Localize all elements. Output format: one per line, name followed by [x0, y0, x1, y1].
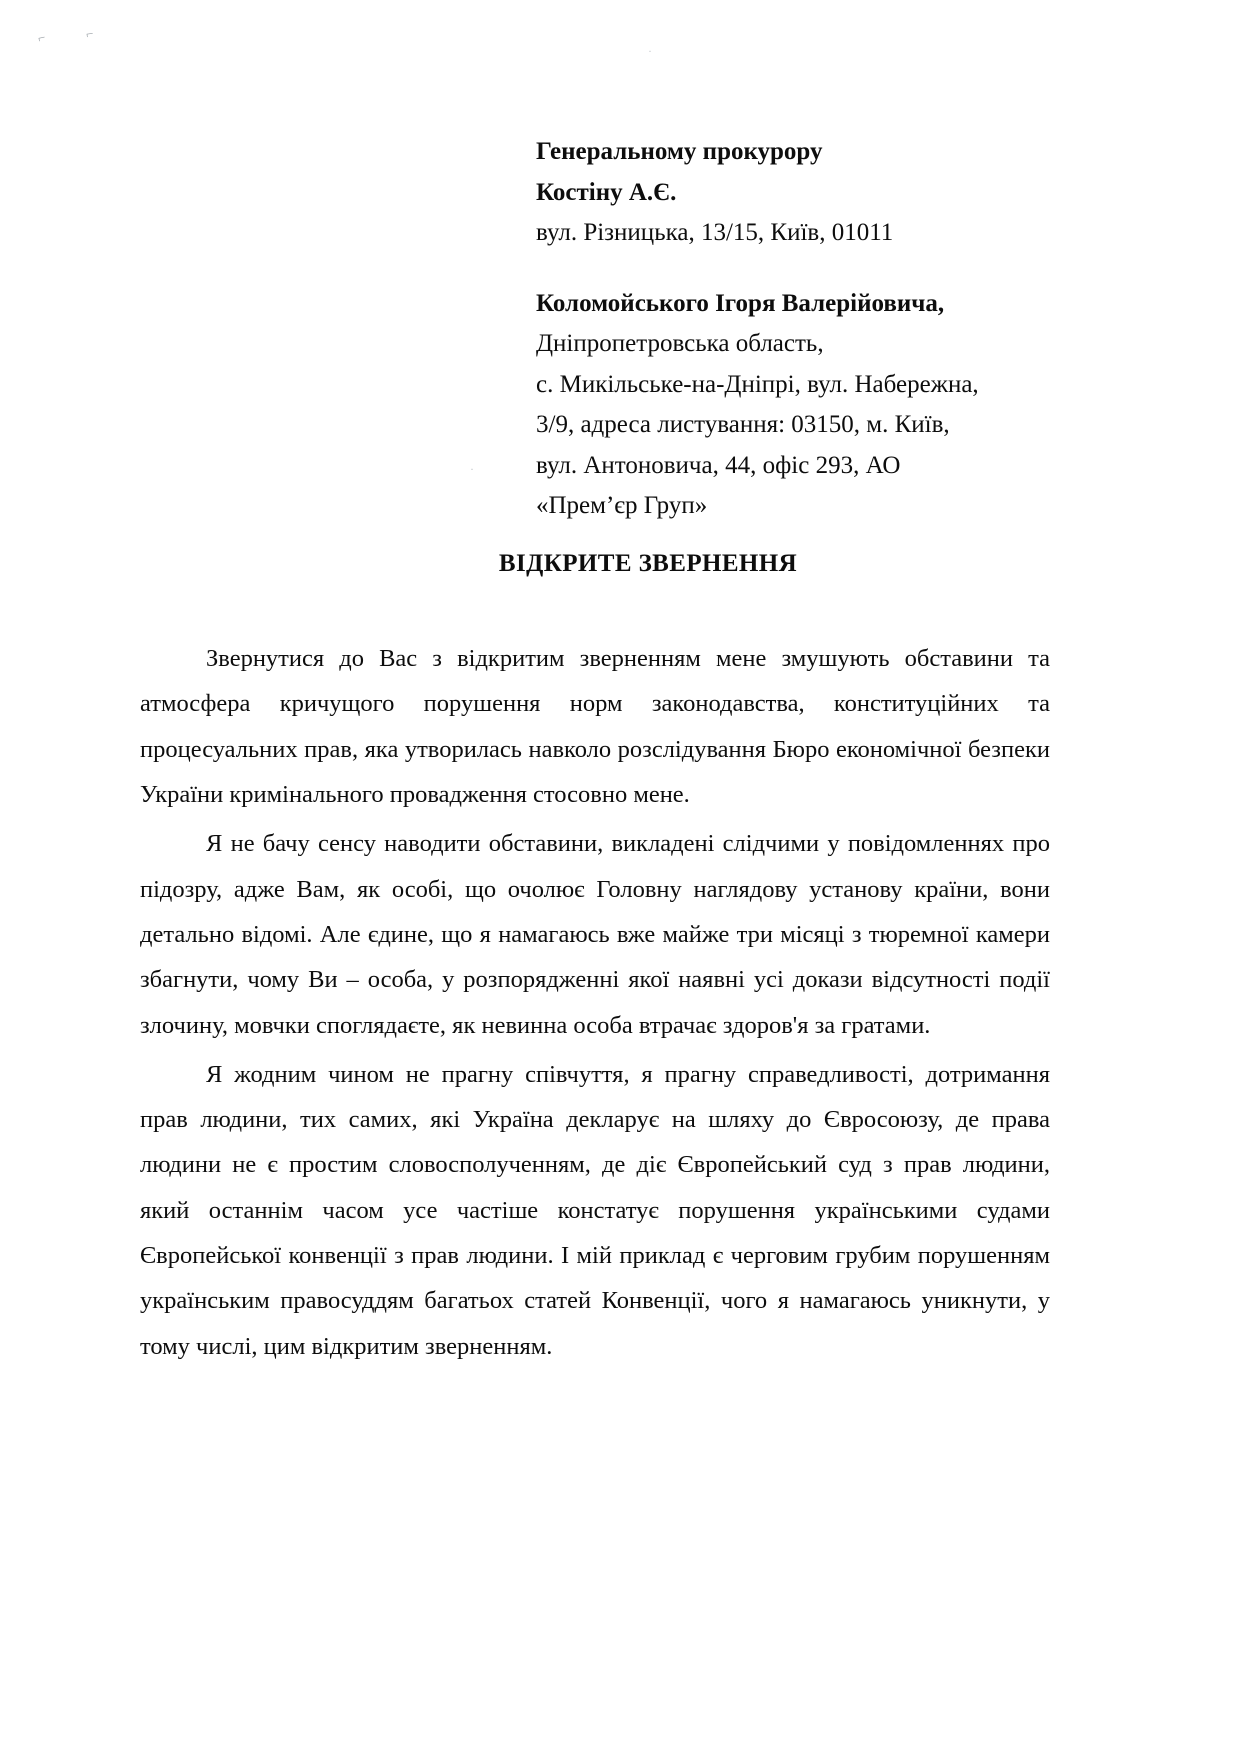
addressee-block	[536, 132, 1096, 527]
sender-address-line: с. Микільське-на-Дніпрі, вул. Набережна,	[536, 370, 979, 398]
recipient-address: вул. Різницька, 13/15, Київ, 01011	[536, 219, 894, 246]
sender-address-line: «Прем’єр Груп»	[536, 492, 708, 519]
document-body	[140, 636, 1050, 1373]
recipient-name: Костіну А.Є.	[536, 178, 677, 206]
body-paragraph: Звернутися до Вас з відкритим зверненням мене змушують обставини та атмосфера кричущого порушення норм законодавства, конституційних та процесуальних прав, яка утворилась навколо розслідування Бюро економічної безпеки України кримінального провадження стосовно мене.	[140, 645, 1050, 808]
sender-name: Коломойського Ігоря Валерійовича,	[536, 289, 945, 317]
addressee-spacer	[536, 254, 1096, 284]
body-paragraph: Я не бачу сенсу наводити обставини, викладені слідчими у повідомленнях про підозру, адже Вам, як особі, що очолює Головну наглядову установу країни, вони детально відомі. Але єдине, що я намагаюсь вже майже три місяці з тюремної камери збагнути, чому Ви – особа, у розпорядженні якої наявні усі докази відсутності події злочину, мовчки споглядаєте, як невинна особа втрачає здоров'я за гратами.	[140, 830, 1050, 1039]
scan-artifact-icon: ·	[648, 44, 652, 58]
scan-artifact-icon: ⌐	[36, 29, 47, 46]
sender-address-line: Дніпропетровська область,	[536, 330, 824, 357]
body-paragraph: Я жодним чином не прагну співчуття, я прагну справедливості, дотримання прав людини, тих самих, які Україна декларує на шляху до Євросоюзу, де права людини не є простим словосполученням, де діє Європейський суд з прав людини, який останнім часом усе частіше констатує порушення українськими судами Європейської конвенції з прав людини. І мій приклад є черговим грубим порушенням українським правосуддям багатьох статей Конвенції, чого я намагаюсь уникнути, у тому числі, цим відкритим зверненням.	[140, 1060, 1050, 1360]
sender-address-line: 3/9, адреса листування: 03150, м. Київ,	[536, 411, 950, 438]
sender-address-line: вул. Антоновича, 44, офіс 293, АО	[536, 451, 901, 479]
scan-artifact-icon: ·	[470, 462, 474, 476]
recipient-title: Генеральному прокурору	[536, 138, 823, 165]
scan-artifact-icon: ⌐	[84, 25, 95, 42]
page-title: ВІДКРИТЕ ЗВЕРНЕННЯ	[498, 550, 798, 577]
